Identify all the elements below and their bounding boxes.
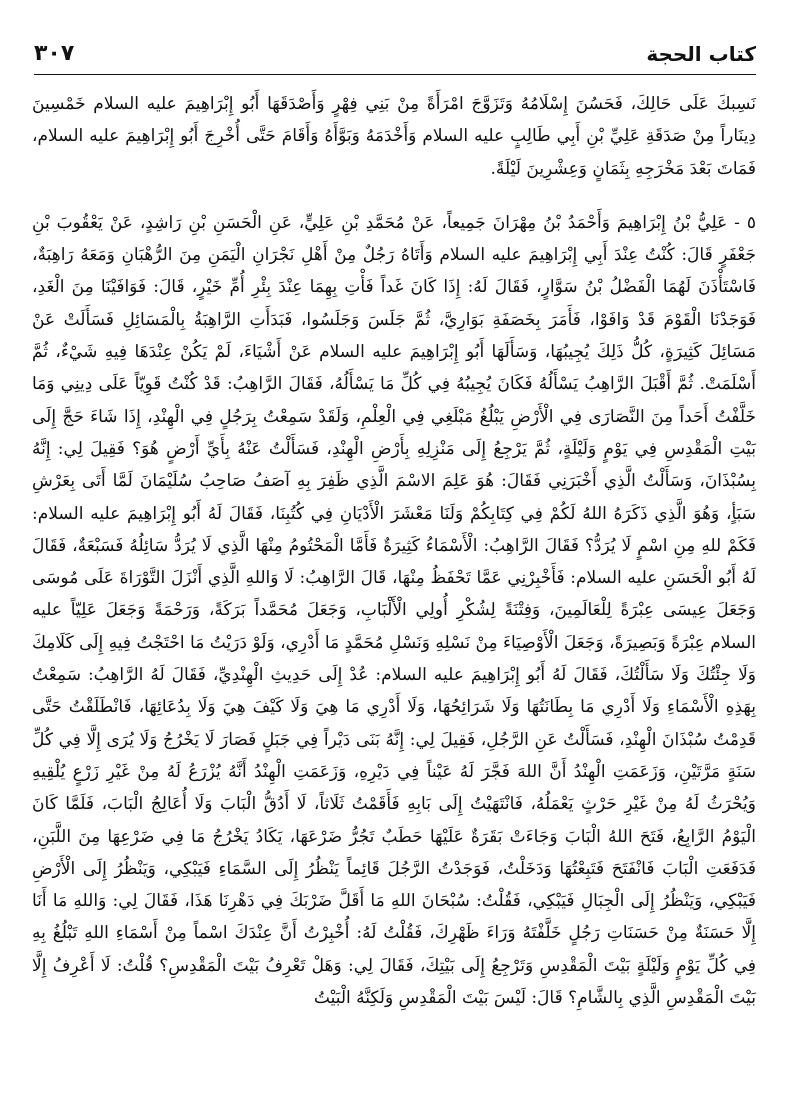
page-header (34, 34, 756, 68)
paragraph-hadith-5: ٥ - عَلِيُّ بْنُ إِبْرَاهِيمَ وَأَحْمَدُ بْنُ مِهْرَانَ جَمِيعاً، عَنْ مُحَمَّدِ بْنِ عَلِيٍّ، عَنِ الْحَسَنِ بْنِ رَاشِدٍ، عَنْ يَعْقُوبَ بْنِ جَعْفَرٍ قَالَ: كُنْتُ عِنْدَ أَبِي إِبْرَاهِيمَ عليه السلام وَأَتَاهُ رَجُلٌ مِنْ أَهْلِ نَجْرَانِ الْيَمَنِ مِنَ الرُّهْبَانِ وَمَعَهُ رَاهِبَةٌ، فَاسْتَأْذَنَ لَهُمَا الْفَضْلُ بْنُ سَوَّارٍ، فَقَالَ لَهُ: إِذَا كَانَ غَداً فَأْتِ بِهِمَا عِنْدَ بِئْرِ أُمِّ خَيْرٍ، قَالَ: فَوَافَيْنَا مِنَ الْغَدِ، فَوَجَدْنَا الْقَوْمَ قَدْ وَافَوْا، فَأَمَرَ بِخَصَفَةِ بَوَارِيَّ، ثُمَّ جَلَسَ وَجَلَسُوا، فَبَدَأَتِ الرَّاهِبَةُ بِالْمَسَائِلِ فَسَأَلَتْ عَنْ مَسَائِلَ كَثِيرَةٍ، كُلُّ ذَلِكَ يُجِيبُهَا، وَسَأَلَهَا أَبُو إِبْرَاهِيمَ عليه السلام عَنْ أَشْيَاءَ، لَمْ يَكُنْ عِنْدَهَا فِيهِ شَيْءٌ، ثُمَّ أَسْلَمَتْ. ثُمَّ أَقْبَلَ الرَّاهِبُ يَسْأَلُهُ فَكَانَ يُجِيبُهُ فِي كُلِّ مَا يَسْأَلُهُ، فَقَالَ الرَّاهِبُ: قَدْ كُنْتُ قَوِيّاً عَلَى دِينِي وَمَا خَلَّفْتُ أَحَداً مِنَ النَّصَارَى فِي الْأَرْضِ يَبْلُغُ مَبْلَغِي فِي الْعِلْمِ، وَلَقَدْ سَمِعْتُ بِرَجُلٍ فِي الْهِنْدِ، إِذَا شَاءَ حَجَّ إِلَى بَيْتِ الْمَقْدِسِ فِي يَوْمٍ وَلَيْلَةٍ، ثُمَّ يَرْجِعُ إِلَى مَنْزِلِهِ بِأَرْضِ الْهِنْدِ، فَسَأَلْتُ عَنْهُ بِأَيِّ أَرْضٍ هُوَ؟ فَقِيلَ لِي: إِنَّهُ بِسُبْذَانَ، وَسَأَلْتُ الَّذِي أَخْبَرَنِي فَقَالَ: هُوَ عَلِمَ الاسْمَ الَّذِي ظَفِرَ بِهِ آصَفُ صَاحِبُ سُلَيْمَانَ لَمَّا أَتَى بِعَرْشِ سَبَأٍ، وَهُوَ الَّذِي ذَكَرَهُ اللهُ لَكُمْ فِي كِتَابِكُمْ وَلَنَا مَعْشَرَ الْأَدْيَانِ فِي كُتُبِنَا، فَقَالَ لَهُ أَبُو إِبْرَاهِيمَ عليه السلام: فَكَمْ للهِ مِنِ اسْمٍ لَا يُرَدُّ؟ فَقَالَ الرَّاهِبُ: الْأَسْمَاءُ كَثِيرَةٌ فَأَمَّا الْمَحْتُومُ مِنْهَا الَّذِي لَا يُرَدُّ سَائِلُهُ فَسَبْعَةٌ، فَقَالَ لَهُ أَبُو الْحَسَنِ عليه السلام: فَأَخْبِرْنِي عَمَّا تَحْفَظُ مِنْهَا، قَالَ الرَّاهِبُ: لَا وَاللهِ الَّذِي أَنْزَلَ التَّوْرَاةَ عَلَى مُوسَى وَجَعَلَ عِيسَى عِبْرَةً لِلْعَالَمِينَ، وَفِتْنَةً لِشُكْرِ أُولِي الْأَلْبَابِ، وَجَعَلَ مُحَمَّداً بَرَكَةً، وَرَحْمَةً وَجَعَلَ عَلِيّاً عليه السلام عِبْرَةً وَبَصِيرَةً، وَجَعَلَ الْأَوْصِيَاءَ مِنْ نَسْلِهِ وَنَسْلِ مُحَمَّدٍ مَا أَدْرِي، وَلَوْ دَرَيْتُ مَا احْتَجْتُ فِيهِ إِلَى كَلَامِكَ وَلَا جِئْتُكَ وَلَا سَأَلْتُكَ، فَقَالَ لَهُ أَبُو إِبْرَاهِيمَ عليه السلام: عُدْ إِلَى حَدِيثِ الْهِنْدِيِّ، فَقَالَ لَهُ الرَّاهِبُ: سَمِعْتُ بِهَذِهِ الْأَسْمَاءِ وَلَا أَدْرِي مَا بِطَانَتُهَا وَلَا شَرَائِحُهَا، وَلَا أَدْرِي مَا هِيَ وَلَا كَيْفَ هِيَ وَلَا بِدُعَائِهَا، فَانْطَلَقْتُ حَتَّى قَدِمْتُ سُبْذَانَ الْهِنْدِ، فَسَأَلْتُ عَنِ الرَّجُلِ، فَقِيلَ لِي: إِنَّهُ بَنَى دَيْراً فِي جَبَلٍ فَصَارَ لَا يَخْرُجُ وَلَا يُرَى إِلَّا فِي كُلِّ سَنَةٍ مَرَّتَيْنِ، وَزَعَمَتِ الْهِنْدُ أَنَّ اللهَ فَجَّرَ لَهُ عَيْناً فِي دَيْرِهِ، وَزَعَمَتِ الْهِنْدُ أَنَّهُ يُزْرَعُ لَهُ مِنْ غَيْرِ زَرْعٍ يُلْقِيهِ وَيُحْرَثُ لَهُ مِنْ غَيْرِ حَرْثٍ يَعْمَلُهُ، فَانْتَهَيْتُ إِلَى بَابِهِ فَأَقَمْتُ ثَلَاثاً، لَا أَدُقُّ الْبَابَ وَلَا أُعَالِجُ الْبَابَ، فَلَمَّا كَانَ الْيَوْمُ الرَّابِعُ، فَتَحَ اللهُ الْبَابَ وَجَاءَتْ بَقَرَةٌ عَلَيْهَا حَطَبٌ تَجُرُّ ضَرْعَهَا، يَكَادُ يَخْرُجُ مَا فِي ضَرْعِهَا مِنَ اللَّبَنِ، فَدَفَعَتِ الْبَابَ فَانْفَتَحَ فَتَبِعْتُهَا وَدَخَلْتُ، فَوَجَدْتُ الرَّجُلَ قَائِماً يَنْظُرُ إِلَى السَّمَاءِ فَيَبْكِي، وَيَنْظُرُ إِلَى الْأَرْضِ فَيَبْكِي، وَيَنْظُرُ إِلَى الْجِبَالِ فَيَبْكِي، فَقُلْتُ: سُبْحَانَ اللهِ مَا أَقَلَّ ضَرْبَكَ فِي دَهْرِنَا هَذَا، فَقَالَ لِي: وَاللهِ مَا أَنَا إِلَّا حَسَنَةٌ مِنْ حَسَنَاتِ رَجُلٍ خَلَّفْتَهُ وَرَاءَ ظَهْرِكَ، فَقُلْتُ لَهُ: أُخْبِرْتُ أَنَّ عِنْدَكَ اسْماً مِنْ أَسْمَاءِ اللهِ تَبْلُغُ بِهِ فِي كُلِّ يَوْمٍ وَلَيْلَةٍ بَيْتَ الْمَقْدِسِ وَتَرْجِعُ إِلَى بَيْتِكَ، فَقَالَ لِي: وَهَلْ تَعْرِفُ بَيْتَ الْمَقْدِسِ؟ قُلْتُ: لَا أَعْرِفُ إِلَّا بَيْتَ الْمَقْدِسِ الَّذِي بِالشَّامِ؟ قَالَ: لَيْسَ بَيْتَ الْمَقْدِسِ وَلَكِنَّهُ الْبَيْتُ (32, 212, 756, 1009)
paragraph-continuation: نَسِبكَ عَلَى حَالِكَ، فَحَسُنَ إِسْلَامُهُ وَتَزَوَّجَ امْرَأَةً مِنْ بَنِي فِهْرٍ وَأَصْدَقَهَا أَبُو إِبْرَاهِيمَ عليه السلام خَمْسِينَ دِينَاراً مِنْ صَدَقَةِ عَلِيِّ بْنِ أَبِي طَالِبٍ عليه السلام وَأَخْدَمَهُ وَبَوَّأَهُ وَأَقَامَ حَتَّى أُخْرِجَ أَبُو إِبْرَاهِيمَ عليه السلام، فَمَاتَ بَعْدَ مَخْرَجِهِ بِثَمَانٍ وَعِشْرِينَ لَيْلَةً. (32, 94, 756, 179)
header-divider (34, 74, 756, 75)
book-title: كتاب الحجة (646, 42, 756, 66)
page-number: ٣٠٧ (34, 41, 75, 66)
main-text (32, 88, 756, 1014)
